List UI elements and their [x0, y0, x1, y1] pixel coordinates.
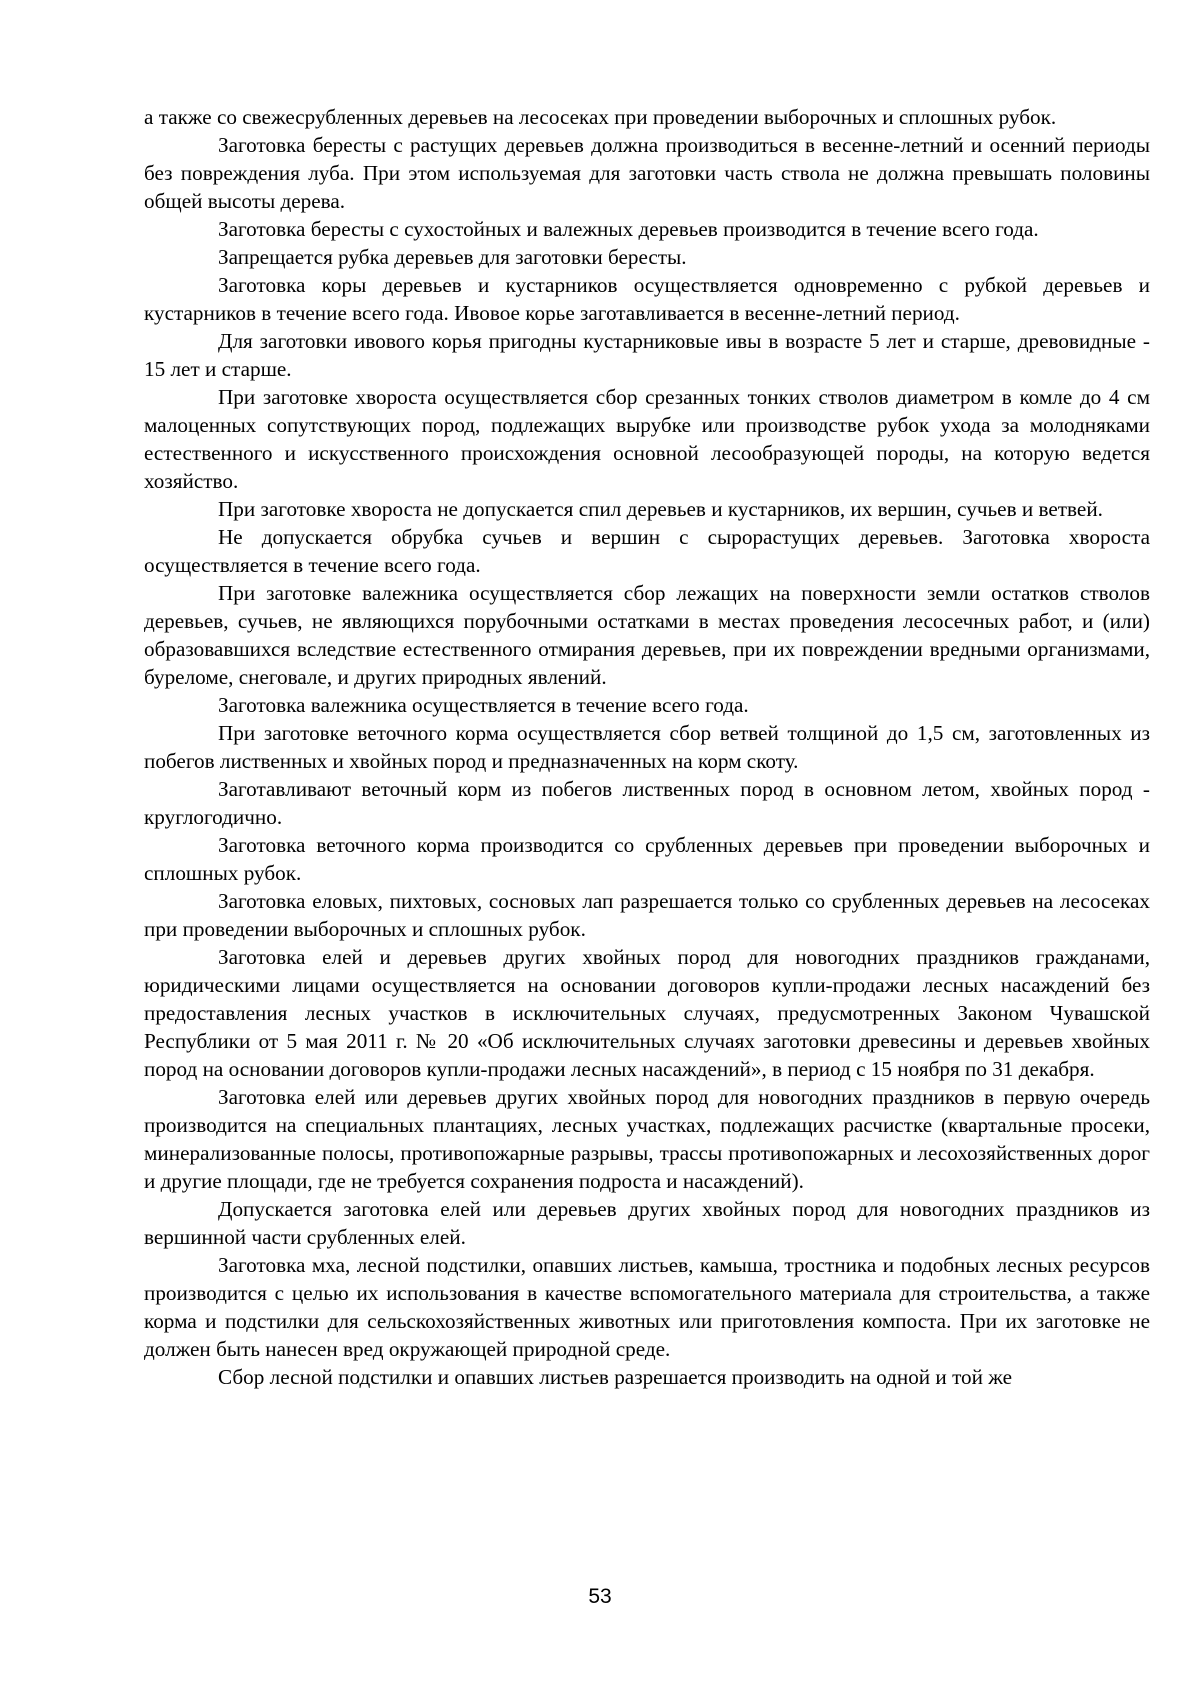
paragraph-13: Заготавливают веточный корм из побегов лиственных пород в основном летом, хвойных пород - круглогодично.	[144, 777, 1150, 829]
paragraph-7: При заготовке хвороста осуществляется сбор срезанных тонких стволов диаметром в комле до 4 см малоценных сопутствующих пород, подлежащих вырубке или производстве рубок ухода за молодняками естественного и искусственного происхождения основной лесообразующей породы, на которую ведется хозяйство.	[144, 385, 1150, 493]
paragraph-6: Для заготовки ивового корья пригодны кустарниковые ивы в возрасте 5 лет и старше, древовидные - 15 лет и старше.	[144, 329, 1150, 381]
paragraph-11: Заготовка валежника осуществляется в течение всего года.	[218, 693, 749, 717]
paragraph-10: При заготовке валежника осуществляется сбор лежащих на поверхности земли остатков стволов деревьев, сучьев, не являющихся порубочными остатками в местах проведения лесосечных работ, и (или) образовавшихся вследствие естественного отмирания деревьев, при их повреждении вредными организмами, буреломе, снеговале, и других природных явлений.	[144, 581, 1150, 689]
paragraph-2: Заготовка бересты с растущих деревьев должна производиться в весенне-летний и осенний периоды без повреждения луба. При этом используемая для заготовки часть ствола не должна превышать половины общей высоты дерева.	[144, 133, 1150, 213]
document-body	[144, 103, 1150, 1391]
paragraph-15: Заготовка еловых, пихтовых, сосновых лап разрешается только со срубленных деревьев на лесосеках при проведении выборочных и сплошных рубок.	[144, 889, 1150, 941]
paragraph-16: Заготовка елей и деревьев других хвойных пород для новогодних праздников гражданами, юридическими лицами осуществляется на основании договоров купли-продажи лесных насаждений без предоставления лесных участков в исключительных случаях, предусмотренных Законом Чувашской Республики от 5 мая 2011 г. № 20 «Об исключительных случаях заготовки древесины и деревьев хвойных пород на основании договоров купли-продажи лесных насаждений», в период с 15 ноября по 31 декабря.	[144, 945, 1150, 1081]
page-number: 53	[588, 1585, 612, 1608]
paragraph-3: Заготовка бересты с сухостойных и валежных деревьев производится в течение всего года.	[218, 217, 1039, 241]
paragraph-4: Запрещается рубка деревьев для заготовки бересты.	[218, 245, 687, 269]
paragraph-17: Заготовка елей или деревьев других хвойных пород для новогодних праздников в первую очередь производится на специальных плантациях, лесных участках, подлежащих расчистке (квартальные просеки, минерализованные полосы, противопожарные разрывы, трассы противопожарных и лесохозяйственных дорог и другие площади, где не требуется сохранения подроста и насаждений).	[144, 1085, 1150, 1193]
paragraph-9: Не допускается обрубка сучьев и вершин с сырорастущих деревьев. Заготовка хвороста осуществляется в течение всего года.	[144, 525, 1150, 577]
paragraph-20: Сбор лесной подстилки и опавших листьев разрешается производить на одной и той же	[218, 1365, 1013, 1389]
paragraph-14: Заготовка веточного корма производится со срубленных деревьев при проведении выборочных и сплошных рубок.	[144, 833, 1150, 885]
paragraph-18: Допускается заготовка елей или деревьев других хвойных пород для новогодних праздников из вершинной части срубленных елей.	[144, 1197, 1150, 1249]
paragraph-8: При заготовке хвороста не допускается спил деревьев и кустарников, их вершин, сучьев и ветвей.	[218, 497, 1103, 521]
paragraph-1: а также со свежесрубленных деревьев на лесосеках при проведении выборочных и сплошных рубок.	[144, 105, 1057, 129]
paragraph-12: При заготовке веточного корма осуществляется сбор ветвей толщиной до 1,5 см, заготовленных из побегов лиственных и хвойных пород и предназначенных на корм скоту.	[144, 721, 1150, 773]
paragraph-19: Заготовка мха, лесной подстилки, опавших листьев, камыша, тростника и подобных лесных ресурсов производится с целью их использования в качестве вспомогательного материала для строительства, а также корма и подстилки для сельскохозяйственных животных или приготовления компоста. При их заготовке не должен быть нанесен вред окружающей природной среде.	[144, 1253, 1150, 1361]
paragraph-5: Заготовка коры деревьев и кустарников осуществляется одновременно с рубкой деревьев и кустарников в течение всего года. Ивовое корье заготавливается в весенне-летний период.	[144, 273, 1150, 325]
